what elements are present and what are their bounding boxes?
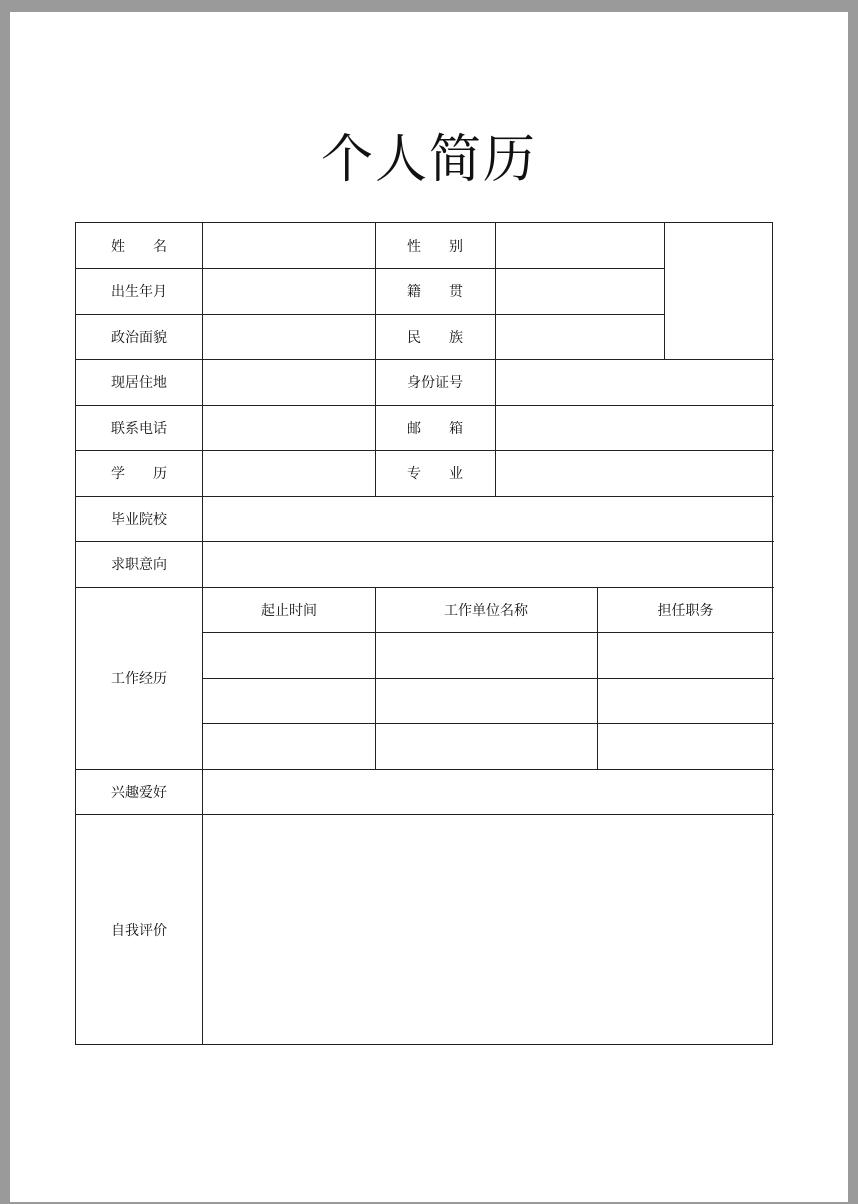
label-native-place: 籍 贯 xyxy=(407,284,463,300)
field-self-evaluation[interactable] xyxy=(203,815,774,1045)
photo-box[interactable] xyxy=(665,223,774,359)
label-birth: 出生年月 xyxy=(111,284,167,300)
work-col-employer: 工作单位名称 xyxy=(444,602,528,619)
field-gender[interactable] xyxy=(496,223,664,268)
field-id-number[interactable] xyxy=(496,359,774,405)
field-email[interactable] xyxy=(496,405,774,450)
label-school: 毕业院校 xyxy=(111,511,167,528)
field-residence[interactable] xyxy=(203,359,375,405)
field-political-status[interactable] xyxy=(203,314,375,359)
label-work-experience: 工作经历 xyxy=(111,671,167,687)
label-phone: 联系电话 xyxy=(111,420,167,437)
resume-title: 个人简历 xyxy=(320,130,537,190)
field-native-place[interactable] xyxy=(496,268,664,314)
field-hobbies[interactable] xyxy=(203,769,774,814)
field-job-intention[interactable] xyxy=(203,541,774,587)
field-school[interactable] xyxy=(203,496,774,541)
work-col-position: 担任职务 xyxy=(657,602,714,619)
work-col-period: 起止时间 xyxy=(261,602,317,619)
label-email: 邮 箱 xyxy=(407,420,463,437)
field-phone[interactable] xyxy=(203,405,375,450)
label-major: 专 业 xyxy=(407,466,463,482)
label-education: 学 历 xyxy=(111,466,167,482)
label-residence: 现居住地 xyxy=(111,375,167,391)
label-self-evaluation: 自我评价 xyxy=(111,922,167,939)
field-major[interactable] xyxy=(496,450,774,496)
label-id-number: 身份证号 xyxy=(407,375,463,391)
label-hobbies: 兴趣爱好 xyxy=(111,784,167,801)
label-ethnicity: 民 族 xyxy=(407,329,463,346)
field-ethnicity[interactable] xyxy=(496,314,664,359)
label-name: 姓 名 xyxy=(111,238,167,255)
field-name[interactable] xyxy=(203,223,375,268)
resume-form-table xyxy=(75,222,773,1045)
label-job-intention: 求职意向 xyxy=(111,557,167,573)
field-education[interactable] xyxy=(203,450,375,496)
field-birth[interactable] xyxy=(203,268,375,314)
label-gender: 性 别 xyxy=(407,238,463,255)
label-political-status: 政治面貌 xyxy=(111,329,167,346)
